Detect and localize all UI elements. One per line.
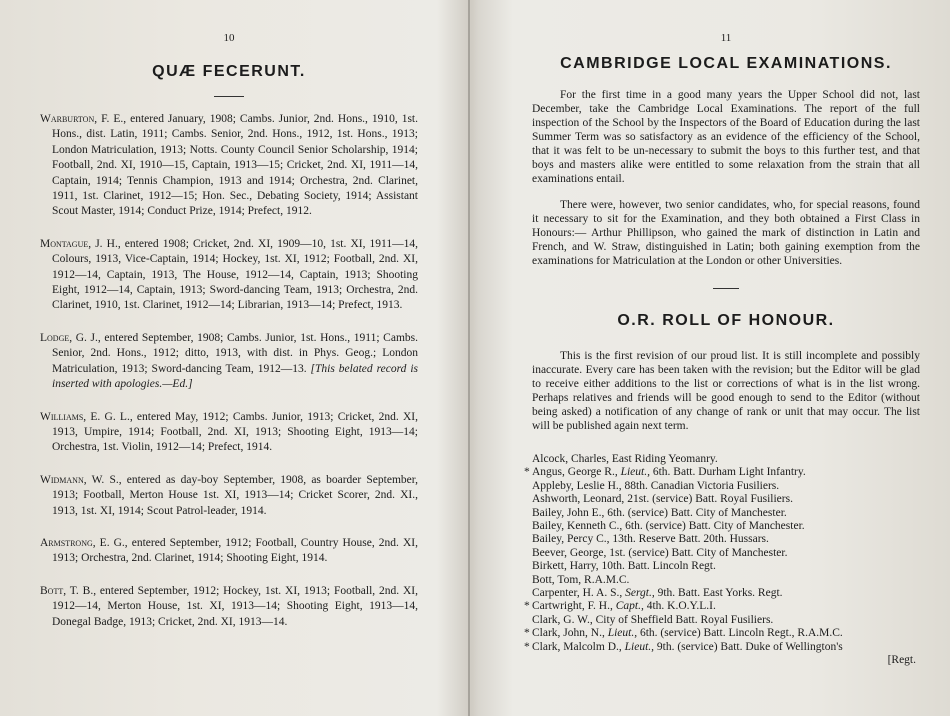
roll-name: Carpenter, H. A. S., [532, 587, 623, 600]
entry-name: Montague, J. H., [40, 237, 121, 250]
left-page [0, 0, 468, 716]
roll-unit: 4th. K.O.Y.L.I. [643, 600, 716, 613]
roll-rank: Capt., [612, 600, 644, 613]
roll-unit: City of Sheffield Batt. Royal Fusiliers. [592, 613, 774, 626]
section-rule [713, 288, 739, 289]
roll-star: * [524, 466, 530, 479]
roll-name: Birkett, Harry, [532, 560, 599, 573]
heading-rule [214, 96, 244, 97]
roll-item [532, 480, 920, 493]
entry-name: Bott, T. B., [40, 584, 97, 597]
exam-paragraph-2: There were, however, two senior candidates, who, for special reasons, found it necessary to sit for the Examination, and they both obtained a First Class in Honours:— Arthur Phillipson, who gained the mark of distinction in Latin and French, and W. Straw, distinguished in Latin; both gaining exemption from the examinations for Matriculation at the London or other Universities. [532, 199, 920, 267]
exam-paragraph-1: For the first time in a good many years the Upper School did not, last December, take the Cambridge Local Examinations. The report of the full inspection of the School by the Inspectors of the Board of Education during the last Summer Term was so satisfactory as an evidence of the efficiency of the School, that it was felt to be un-necessary to submit the boys to this further test, and that boys and masters alike were entitled to some relaxation from the strain that all examinations entail. [532, 89, 920, 185]
roll-unit: 6th. (service) Batt. City of Manchester. [604, 506, 787, 519]
roll-item [532, 453, 920, 466]
roll-unit: 88th. Canadian Victoria Fusiliers. [621, 479, 780, 492]
record-entry [40, 473, 418, 519]
entry-text: entered September, 1912; Hockey, 1st. XI, 1913; Football, 2nd. XI, 1912—14, Merton House, 1st. XI, 1913—14; Shooting Eight, 1913—14, Donegal Badge, 1913; Cricket, 2nd. XI, 1913—14. [52, 584, 418, 628]
record-entry [40, 584, 418, 630]
roll-name: Angus, George R., [532, 466, 618, 479]
entry-name: Lodge, G. J., [40, 331, 101, 344]
entry-text: entered January, 1908; Cambs. Junior, 2nd. Hons., 1910, 1st. Hons., dist. Latin, 1911; Cambs. Senior, 2nd. Hons., 1912, 1st. Hons., 1913; London Matriculation, 1913; Notts. County Council Senior Scholarship, 1914; Football, 2nd. XI, 1910—15, Captain, 1913—15; Cricket, 2nd. XI, 1911—14, Captain, 1914; Tennis Champion, 1913 and 1914; Orchestra, 2nd. Clarinet, 1911, 1st. Clarinet, 1912—15; Hon. Sec., Debating Society, 1914; Assistant Scout Master, 1914; Conduct Prize, 1914; Prefect, 1912. [52, 113, 419, 218]
roll-star: * [524, 640, 530, 653]
record-entry [40, 536, 418, 567]
roll-unit: 1st. (service) Batt. City of Manchester. [606, 546, 788, 559]
record-entry [40, 410, 418, 456]
roll-star: * [524, 627, 530, 640]
roll-intro-paragraph: This is the first revision of our proud list. It is still incomplete and possibly inaccurate. Every care has been taken with the revision; but the Editor will be glad to receive either additions to the list or corrections of what is in the list wrong. Perhaps relatives and friends will be good enough to send to the Editor (without being asked) a notification of any change of rank or unit that may occur. The list will be published again next term. [532, 350, 920, 432]
entry-text: entered as day-boy September, 1908, as boarder September, 1913; Football, Merton House 1st. XI, 1913—14; Cricket Scorer, 2nd. XI., 1913, 1st. XI, 1914; Scout Patrol-leader, 1914. [52, 473, 418, 517]
record-entry [40, 112, 418, 220]
roll-unit: 21st. (service) Batt. Royal Fusiliers. [624, 493, 793, 506]
roll-name: Bailey, John E., [532, 506, 605, 519]
roll-unit: 6th. Batt. Durham Light Infantry. [649, 466, 806, 479]
roll-unit: 10th. Batt. Lincoln Regt. [598, 560, 716, 573]
roll-item [532, 533, 920, 546]
roll-name: Clark, G. W., [532, 613, 593, 626]
entry-text: entered September, 1908; Cambs. Junior, 1st. Hons., 1911; Cambs. Senior, 2nd. Hons., 1912; ditto, 1913, with dist. in Phys. Geog.; London Matriculation, 1913; Sword-dancing Team, 1912—13. [52, 331, 418, 375]
entry-text: entered 1908; Cricket, 2nd. XI, 1909—10, 1st. XI, 1911—14, Colours, 1913, Vice-Captain, 1914; Hockey, 1st. XI, 1912; Football, 2nd. XI, 1912—14, Captain, 1913, The House, 1912—14, Captain, 1913; Shooting Eight, 1912—14, Captain, 1913; Sword-dancing Team, 1913; Orchestra, 2nd. Clarinet, 1910, 1st. Clarinet, 1912—14; Librarian, 1913—14; Prefect, 1913. [52, 237, 418, 312]
roll-name: Cartwright, F. H., [532, 600, 613, 613]
roll-rank: Lieut., [617, 466, 650, 479]
entry-name: Warburton, F. E., [40, 113, 127, 125]
roll-item [532, 614, 920, 627]
roll-name: Clark, John, N., [532, 627, 605, 640]
record-entry [40, 331, 418, 393]
roll-of-honour-heading: O.R. ROLL OF HONOUR. [617, 312, 835, 329]
entry-text: entered September, 1912; Football, Country House, 2nd. XI, 1913; Orchestra, 2nd. Clarinet, 1914; Shooting Eight, 1914. [52, 536, 418, 565]
right-page [472, 0, 950, 716]
entry-name: Armstrong, E. G., [40, 536, 128, 549]
entry-note: [This belated record is inserted with apologies.—Ed.] [52, 362, 418, 391]
roll-item [532, 587, 920, 600]
right-page-number: 11 [720, 32, 732, 44]
roll-unit: 6th. (service) Batt. Lincoln Regt., R.A.M.C. [637, 627, 843, 640]
quae-fecerunt-heading: QUÆ FECERUNT. [152, 63, 306, 80]
roll-item [532, 507, 920, 520]
roll-unit: R.A.M.C. [581, 573, 630, 586]
roll-rank: Sergt., [622, 587, 655, 600]
roll-unit: East Riding Yeomanry. [608, 453, 718, 465]
record-entry [40, 237, 418, 314]
roll-item [532, 560, 920, 573]
roll-continuation: [Regt. [887, 654, 916, 667]
roll-name: Alcock, Charles, [532, 453, 609, 465]
roll-rank: Lieut., [621, 640, 655, 653]
roll-item [532, 547, 920, 560]
record-entries [40, 112, 418, 630]
roll-name: Bailey, Percy C., [532, 533, 610, 546]
entry-text: entered May, 1912; Cambs. Junior, 1913; Cricket, 2nd. XI, 1913, Umpire, 1914; Football, 2nd. XI, 1913; Shooting Eight, 1913—14; Orchestra, 1st. Violin, 1912—14; Prefect, 1914. [52, 410, 418, 454]
roll-item [532, 574, 920, 587]
roll-name: Bailey, Kenneth C., [532, 520, 623, 533]
roll-name: Ashworth, Leonard, [532, 493, 625, 506]
left-page-number: 10 [223, 32, 235, 44]
roll-item [532, 520, 920, 533]
roll-item [532, 493, 920, 506]
roll-list [524, 453, 920, 668]
roll-unit: 9th. Batt. East Yorks. Regt. [654, 587, 783, 600]
roll-name: Appleby, Leslie H., [532, 479, 622, 492]
roll-name: Clark, Malcolm D., [532, 640, 622, 653]
entry-name: Widmann, W. S., [40, 473, 122, 486]
entry-name: Williams, E. G. L., [40, 410, 133, 423]
roll-name: Bott, Tom, [532, 573, 582, 586]
roll-item [524, 466, 920, 479]
roll-item [524, 640, 920, 668]
page-fold [468, 0, 470, 716]
roll-unit: 9th. (service) Batt. Duke of Wellington's [654, 640, 843, 653]
roll-star: * [524, 600, 530, 613]
roll-unit: 13th. Reserve Batt. 20th. Hussars. [609, 533, 769, 546]
roll-name: Beever, George, [532, 546, 607, 559]
roll-unit: 6th. (service) Batt. City of Manchester. [622, 520, 805, 533]
roll-rank: Lieut., [604, 627, 638, 640]
roll-item [524, 627, 920, 640]
cambridge-heading: CAMBRIDGE LOCAL EXAMINATIONS. [560, 55, 892, 72]
roll-item [524, 600, 920, 613]
